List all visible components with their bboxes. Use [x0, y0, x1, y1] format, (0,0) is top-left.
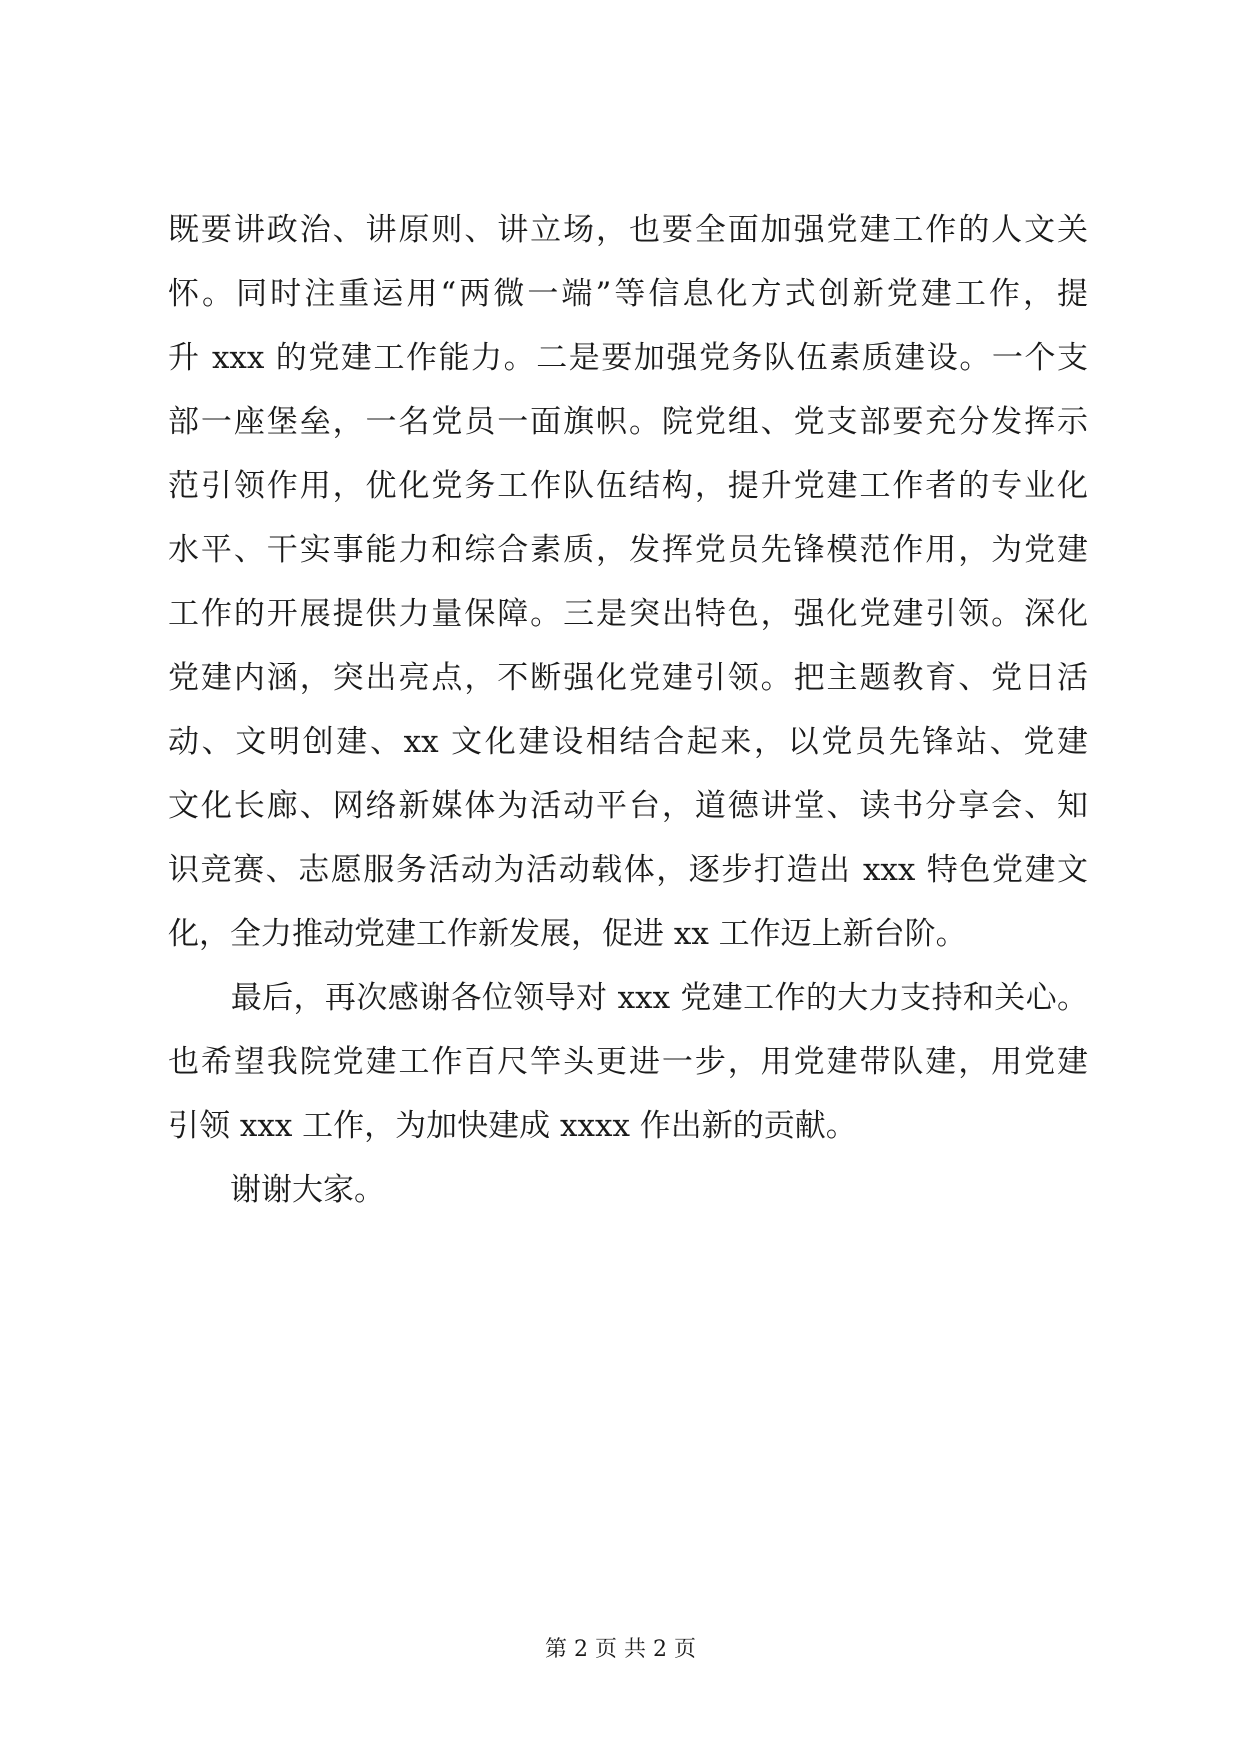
body-text [168, 198, 1088, 1222]
page-footer: 第 2 页 共 2 页 [545, 1637, 696, 1662]
text-line: 工作的开展提供力量保障。三是突出特色，强化党建引领。深化 [168, 596, 1088, 632]
text-line: 最后，再次感谢各位领导对 xxx 党建工作的大力支持和关心。 [168, 980, 1088, 1016]
text-line: 怀。同时注重运用“两微一端”等信息化方式创新党建工作，提 [168, 276, 1088, 312]
text-line: 党建内涵，突出亮点，不断强化党建引领。把主题教育、党日活 [168, 660, 1088, 696]
text-line: 水平、干实事能力和综合素质，发挥党员先锋模范作用，为党建 [168, 532, 1088, 568]
text-line: 也希望我院党建工作百尺竿头更进一步，用党建带队建，用党建 [168, 1044, 1088, 1080]
text-line: 升 xxx 的党建工作能力。二是要加强党务队伍素质建设。一个支 [168, 340, 1088, 376]
text-line: 范引领作用，优化党务工作队伍结构，提升党建工作者的专业化 [168, 468, 1088, 504]
text-line: 部一座堡垒，一名党员一面旗帜。院党组、党支部要充分发挥示 [168, 404, 1088, 440]
text-line: 识竞赛、志愿服务活动为活动载体，逐步打造出 xxx 特色党建文 [168, 852, 1088, 888]
text-line: 动、文明创建、xx 文化建设相结合起来，以党员先锋站、党建 [168, 724, 1088, 760]
text-line: 化，全力推动党建工作新发展，促进 xx 工作迈上新台阶。 [168, 916, 967, 952]
text-line: 谢谢大家。 [168, 1172, 385, 1208]
text-line: 既要讲政治、讲原则、讲立场，也要全面加强党建工作的人文关 [168, 212, 1088, 248]
text-line: 引领 xxx 工作，为加快建成 xxxx 作出新的贡献。 [168, 1108, 857, 1144]
text-line: 文化长廊、网络新媒体为活动平台，道德讲堂、读书分享会、知 [168, 788, 1088, 824]
